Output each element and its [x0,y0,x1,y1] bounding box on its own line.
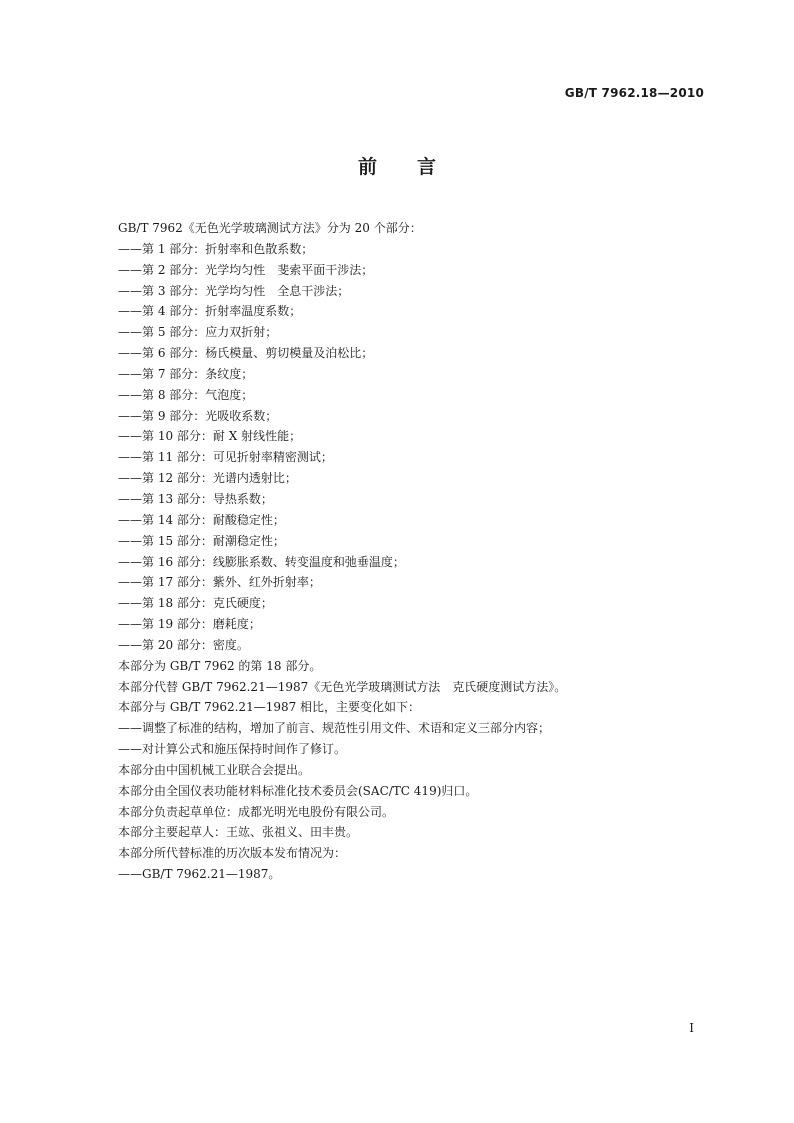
text-line: ——第 12 部分：光谱内透射比； [118,471,297,486]
text-line: ——第 20 部分：密度。 [118,637,249,652]
text-line: ——第 1 部分：折射率和色散系数； [118,241,314,256]
text-line: 本部分负责起草单位：成都光明光电股份有限公司。 [118,804,395,819]
text-line: ——第 17 部分：紫外、红外折射率； [118,575,321,590]
text-line: ——第 6 部分：杨氏模量、剪切模量及泊松比； [118,346,374,361]
text-line: 本部分为 GB/T 7962 的第 18 部分。 [118,658,322,673]
text-line: 本部分由全国仪表功能材料标准化技术委员会(SAC/TC 419)归口。 [118,783,478,798]
text-line: ——第 16 部分：线膨胀系数、转变温度和弛垂温度； [118,554,405,569]
text-line: ——第 8 部分：气泡度； [118,387,254,402]
standard-code: GB/T 7962.18—2010 [564,86,704,100]
text-line: 本部分代替 GB/T 7962.21—1987《无色光学玻璃测试方法 克氏硬度测试方法》。 [118,679,567,694]
text-line: ——第 18 部分：克氏硬度； [118,596,273,611]
text-line: ——第 4 部分：折射率温度系数； [118,304,302,319]
text-line: ——第 10 部分：耐 X 射线性能； [118,429,302,444]
text-line: 本部分与 GB/T 7962.21—1987 相比，主要变化如下： [118,700,421,715]
text-line: ——调整了标准的结构，增加了前言、规范性引用文件、术语和定义三部分内容； [118,721,551,736]
page-number: I [689,1021,694,1035]
text-line: 本部分所代替标准的历次版本发布情况为： [118,846,347,861]
text-line: 本部分主要起草人：王竑、张祖义、田丰贵。 [118,825,359,840]
text-line: ——第 11 部分：可见折射率精密测试； [118,450,333,465]
text-line: ——第 9 部分：光吸收系数； [118,408,278,423]
foreword-body [118,218,718,885]
text-line: ——第 3 部分：光学均匀性 全息干涉法； [118,283,350,298]
text-line: ——第 15 部分：耐潮稳定性； [118,533,285,548]
text-line: ——第 19 部分：磨耗度； [118,617,261,632]
text-line: ——第 13 部分：导热系数； [118,491,273,506]
text-line: ——对计算公式和施压保持时间作了修订。 [118,742,347,757]
text-line: ——GB/T 7962.21—1987。 [118,867,281,882]
text-line: ——第 14 部分：耐酸稳定性； [118,512,285,527]
text-line: ——第 5 部分：应力双折射； [118,325,278,340]
text-line: 本部分由中国机械工业联合会提出。 [118,762,311,777]
page-title: 前言 [357,156,476,178]
text-line: ——第 2 部分：光学均匀性 斐索平面干涉法； [118,262,374,277]
text-line: GB/T 7962《无色光学玻璃测试方法》分为 20 个部分： [118,221,422,235]
text-line: ——第 7 部分：条纹度； [118,366,254,381]
